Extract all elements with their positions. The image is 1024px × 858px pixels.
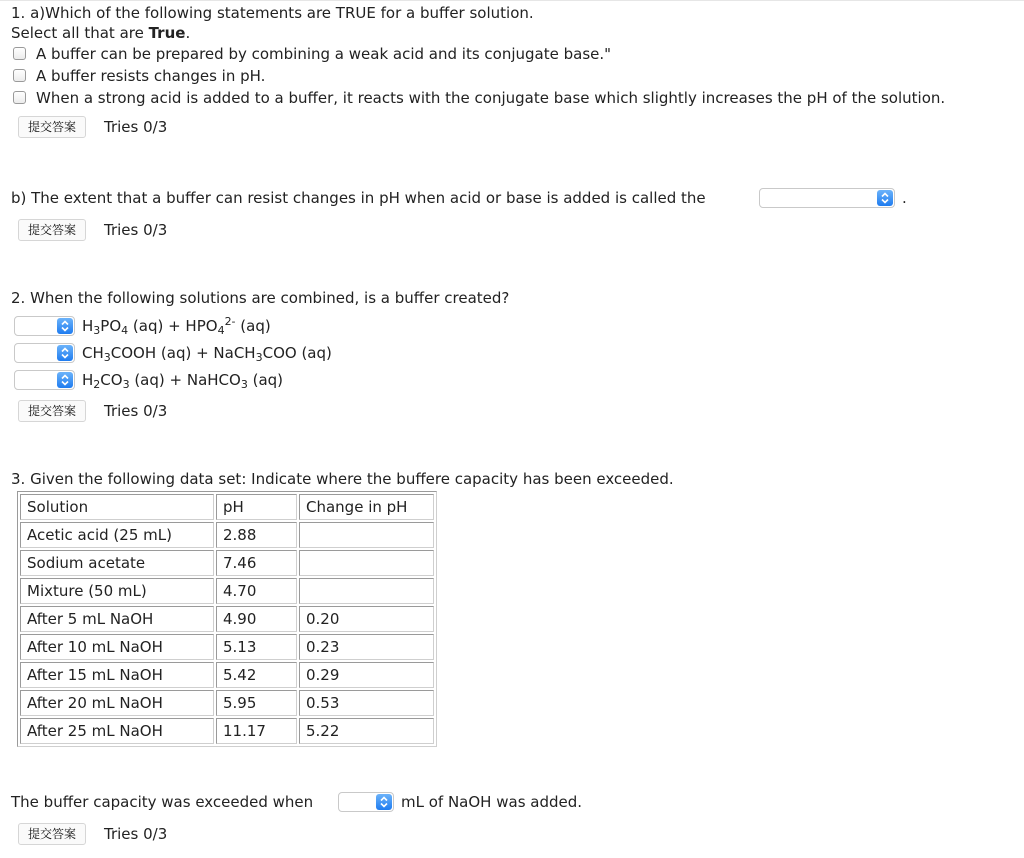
table-cell: 5.42 [216,662,297,688]
q1-title: 1. a)Which of the following statements are TRUE for a buffer solution. [11,4,534,22]
table-header-cell: Solution [20,494,214,520]
table-cell: After 25 mL NaOH [20,718,214,744]
q2-row1-dropdown[interactable] [14,316,75,336]
table-cell: Mixture (50 mL) [20,578,214,604]
q1b-period: . [902,189,907,207]
table-row [20,606,434,632]
q2-tries: Tries 0/3 [104,402,168,420]
q1-instruction-bold: True [148,24,186,42]
q2-row3-equation: $H_2CO_3$ (aq) + NaHCO$_3$ (aq) [82,371,284,391]
dropdown-arrow-icon [57,372,73,388]
table-row [20,550,434,576]
q1-option-1-label: A buffer can be prepared by combining a weak acid and its conjugate base." [36,45,612,63]
table-cell: 5.13 [216,634,297,660]
table-header-cell: Change in pH [299,494,434,520]
table-header-row [20,494,434,520]
table-cell: Acetic acid (25 mL) [20,522,214,548]
q1b-dropdown[interactable] [759,188,895,208]
top-divider [0,0,1024,1]
table-cell: 2.88 [216,522,297,548]
q1-instruction-suffix: . [185,24,191,42]
table-row [20,578,434,604]
dropdown-arrow-icon [877,190,893,206]
q2-row2-dropdown[interactable] [14,343,75,363]
data-table [17,491,437,747]
q3-submit-button[interactable]: 提交答案 [18,823,86,845]
q3-tries: Tries 0/3 [104,825,168,843]
table-row [20,690,434,716]
q1b-tries: Tries 0/3 [104,221,168,239]
q1-option-3-checkbox[interactable] [13,91,26,104]
q1-option-3-label: When a strong acid is added to a buffer, it reacts with the conjugate base which slightly increases the pH of the solution. [36,89,946,107]
table-header-cell: pH [216,494,297,520]
dropdown-arrow-icon [376,794,392,810]
q1-option-2-label: A buffer resists changes in pH. [36,67,266,85]
q1a-submit-button[interactable]: 提交答案 [18,116,86,138]
table-cell: After 15 mL NaOH [20,662,214,688]
table-cell: 5.95 [216,690,297,716]
table-row [20,718,434,744]
q1b-text: b) The extent that a buffer can resist changes in pH when acid or base is added is called the [11,189,706,207]
q1-instruction-prefix: Select all that are [11,24,149,42]
q1-option-1-checkbox[interactable] [13,47,26,60]
table-cell: After 5 mL NaOH [20,606,214,632]
table-cell: 5.22 [299,718,434,744]
q3-ml-dropdown[interactable] [338,792,394,812]
table-cell: 0.23 [299,634,434,660]
table-cell [299,550,434,576]
table-cell: After 10 mL NaOH [20,634,214,660]
q2-title: 2. When the following solutions are combined, is a buffer created? [11,289,510,307]
table-cell: 4.90 [216,606,297,632]
q1-option-2-checkbox[interactable] [13,69,26,82]
table-cell: 0.20 [299,606,434,632]
q1b-submit-button[interactable]: 提交答案 [18,219,86,241]
table-cell: 0.29 [299,662,434,688]
q3-title: 3. Given the following data set: Indicate where the buffere capacity has been exceeded. [11,470,674,488]
table-cell: After 20 mL NaOH [20,690,214,716]
table-cell [299,578,434,604]
q1a-tries: Tries 0/3 [104,118,168,136]
q1-instruction [11,23,190,43]
table-row [20,634,434,660]
table-cell [299,522,434,548]
table-cell: 0.53 [299,690,434,716]
q2-row1-equation: $H_3PO_4$ $(aq) + HPO_4^{2-}$ (aq) [82,315,271,337]
q2-row2-equation: $CH_3COOH$ (aq) + NaCH$_3$COO (aq) [82,344,332,364]
table-row [20,522,434,548]
table-cell: 7.46 [216,550,297,576]
dropdown-arrow-icon [57,345,73,361]
table-row [20,662,434,688]
q2-submit-button[interactable]: 提交答案 [18,400,86,422]
dropdown-arrow-icon [57,318,73,334]
table-cell: 4.70 [216,578,297,604]
table-cell: 11.17 [216,718,297,744]
q3-exceeded-suffix: mL of NaOH was added. [401,793,583,811]
table-cell: Sodium acetate [20,550,214,576]
q2-row3-dropdown[interactable] [14,370,75,390]
q3-exceeded-prefix: The buffer capacity was exceeded when [11,793,314,811]
